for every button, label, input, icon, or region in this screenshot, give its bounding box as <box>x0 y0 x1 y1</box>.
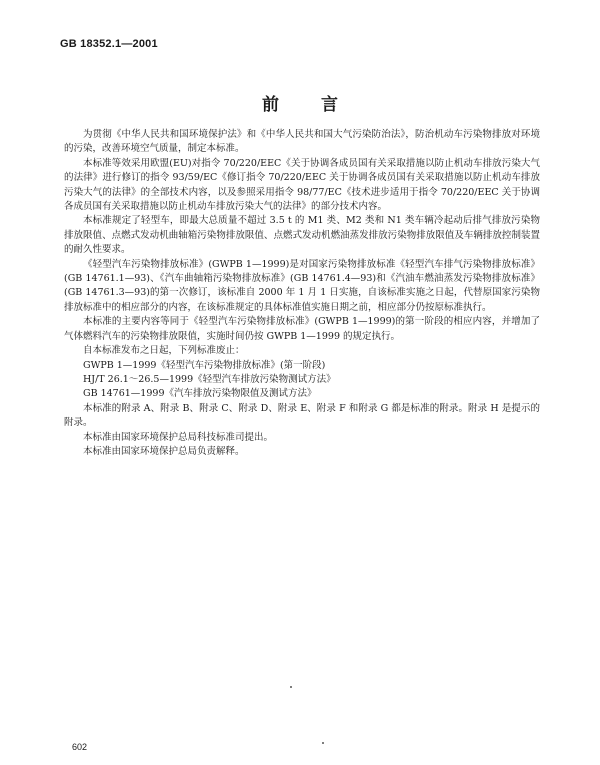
repealed-standard-item: HJ/T 26.1～26.5—1999《轻型汽车排放污染物测试方法》 <box>83 373 336 385</box>
foreword-body <box>64 128 540 459</box>
paragraph-history: 《轻型汽车污染物排放标准》(GWPB 1—1999)是对国家污染物排放标准《轻型汽车排气污染物排放标准》(GB 14761.1—93)、《汽车曲轴箱污染物排放标准》(GB 14761.4—93)和《汽油车燃油蒸发污染物排放标准》(GB 14761.3—93)的第一次修订，该标准自 2000 年 1 月 1 日实施，自该标准实施之日起，代替原国家污染物排放标准中的相应部分的内容，在该标准规定的具体标准值实施日期之前，相应部分仍按原标准执行。 <box>64 258 540 313</box>
paragraph-interpreter: 本标准由国家环境保护总局负责解释。 <box>83 445 245 457</box>
paragraph-repeal-intro: 自本标准发布之日起，下列标准废止： <box>83 345 245 357</box>
paragraph-scope: 本标准规定了轻型车，即最大总质量不超过 3.5 t 的 M1 类、M2 类和 N1 类车辆冷起动后排气排放污染物排放限值、点燃式发动机曲轴箱污染物排放限值、点燃式发动机燃油蒸发排放污染物排放限值及车辆排放控制装置的耐久性要求。 <box>64 215 540 256</box>
repealed-standard-item: GB 14761—1999《汽车排放污染物限值及测试方法》 <box>83 388 317 400</box>
scan-speck <box>290 686 292 688</box>
standard-code: GB 18352.1—2001 <box>60 38 158 50</box>
scan-speck <box>322 742 324 744</box>
repealed-standard-item: GWPB 1—1999《轻型汽车污染物排放标准》(第一阶段) <box>83 359 326 371</box>
page-title: 前 言 <box>262 95 356 115</box>
paragraph-adoption: 本标准等效采用欧盟(EU)对指令 70/220/EEC《关于协调各成员国有关采取措施以防止机动车排放污染大气的法律》进行修订的指令 93/59/EC《修订指令 70/220/EEC 关于协调各成员国有关采取措施以防止机动车排放污染大气的法律》的全部技术内容，以及参照采用指令 98/77/EC《技术进步适用于指令 70/220/EEC 关于协调各成员国有关采取措施以防止机动车排放污染大气的法律》的部分技术内容。 <box>64 157 540 213</box>
paragraph-appendices: 本标准的附录 A、附录 B、附录 C、附录 D、附录 E、附录 F 和附录 G 都是标准的附录。附录 H 是提示的附录。 <box>64 402 540 429</box>
paragraph-purpose: 为贯彻《中华人民共和国环境保护法》和《中华人民共和国大气污染防治法》，防治机动车污染物排放对环境的污染，改善环境空气质量，制定本标准。 <box>64 129 540 155</box>
paragraph-proposer: 本标准由国家环境保护总局科技标准司提出。 <box>83 431 274 443</box>
page-number: 602 <box>72 742 88 752</box>
paragraph-main-content: 本标准的主要内容等同于《轻型汽车污染物排放标准》(GWPB 1—1999)的第一阶段的相应内容，并增加了气体燃料汽车的污染物排放限值，实施时间仍按 GWPB 1—1999 的规定执行。 <box>64 316 540 342</box>
